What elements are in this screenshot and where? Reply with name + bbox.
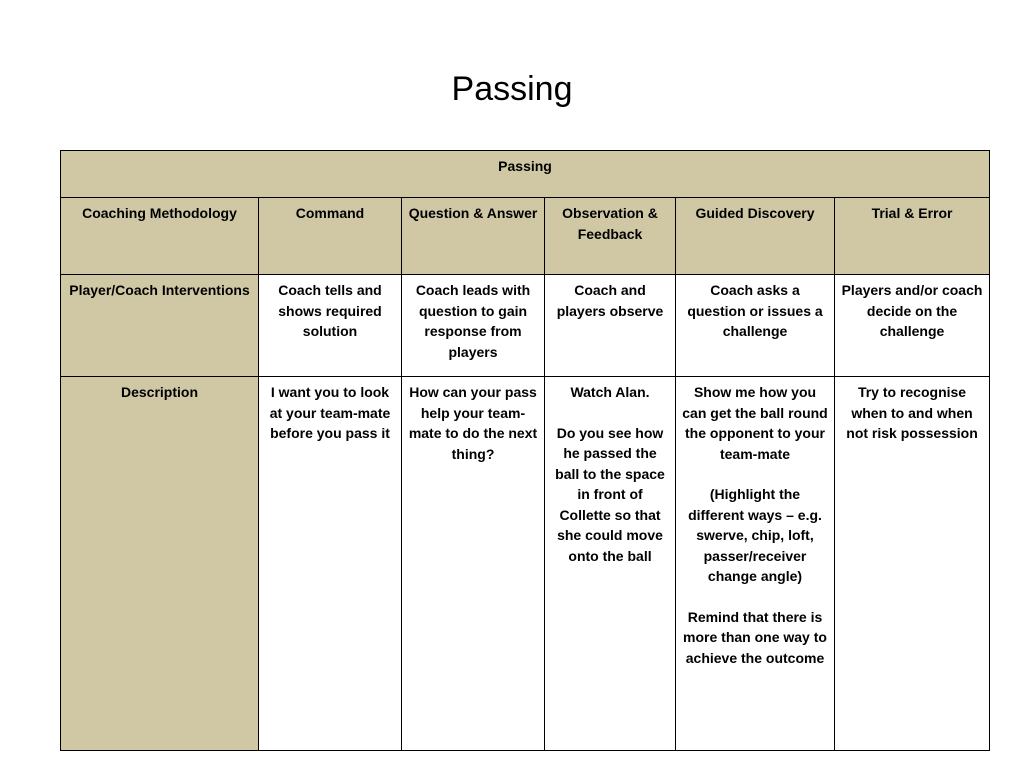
intervention-guided-discovery-cell: Coach asks a question or issues a challenge xyxy=(676,275,835,377)
intervention-trial-error-cell: Players and/or coach decide on the challenge xyxy=(835,275,990,377)
description-command-cell: I want you to look at your team-mate before you pass it xyxy=(259,377,402,751)
coaching-methodology-table xyxy=(60,150,990,751)
description-trial-error-cell: Try to recognise when to and when not risk possession xyxy=(835,377,990,751)
description-observation-feedback-cell xyxy=(545,377,676,751)
method-trial-error-cell: Trial & Error xyxy=(835,198,990,275)
intervention-question-answer-cell: Coach leads with question to gain response from players xyxy=(402,275,545,377)
description-paragraph: Show me how you can get the ball round the opponent to your team-mate xyxy=(682,384,828,462)
method-command-cell: Command xyxy=(259,198,402,275)
description-row xyxy=(61,377,990,751)
slide-title: Passing xyxy=(451,70,573,108)
method-question-answer-cell: Question & Answer xyxy=(402,198,545,275)
method-guided-discovery-cell: Guided Discovery xyxy=(676,198,835,275)
methods-label-cell: Coaching Methodology xyxy=(61,198,259,275)
interventions-label-cell: Player/Coach Interventions xyxy=(61,275,259,377)
description-paragraph: Watch Alan. xyxy=(570,384,650,400)
description-guided-discovery-cell xyxy=(676,377,835,751)
intervention-command-cell: Coach tells and shows required solution xyxy=(259,275,402,377)
intervention-observation-feedback-cell: Coach and players observe xyxy=(545,275,676,377)
methods-row xyxy=(61,198,990,275)
interventions-row xyxy=(61,275,990,377)
description-label-cell: Description xyxy=(61,377,259,751)
description-question-answer-cell: How can your pass help your team-mate to do the next thing? xyxy=(402,377,545,751)
description-paragraph: (Highlight the different ways – e.g. swerve, chip, loft, passer/receiver change angle) xyxy=(688,486,822,584)
table-header-cell: Passing xyxy=(61,151,990,198)
description-paragraph: Remind that there is more than one way to achieve the outcome xyxy=(683,608,827,666)
description-paragraph: Do you see how he passed the ball to the space in front of Collette so that she could move onto the ball xyxy=(555,424,665,564)
table-header-row xyxy=(61,151,990,198)
method-observation-feedback-cell: Observation & Feedback xyxy=(545,198,676,275)
